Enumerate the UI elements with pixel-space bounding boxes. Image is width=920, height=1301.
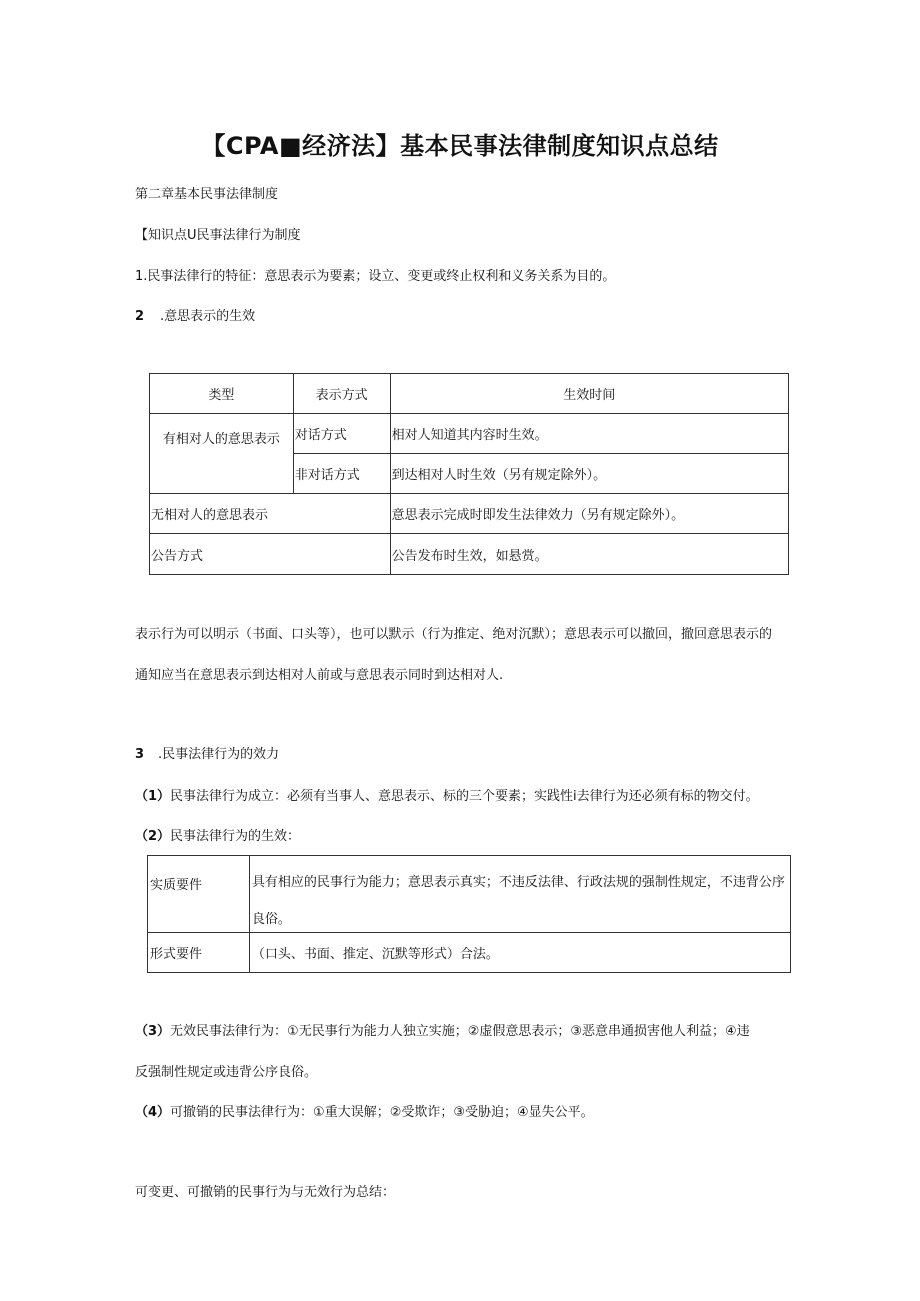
knowledge-point-heading: 【知识点U民事法律行为制度 [135, 228, 301, 243]
table-cell-label: 实质要件 [148, 856, 250, 933]
table-cell-time: 公告发布时生效，如悬赏。 [390, 534, 788, 575]
item-1-text: 民事法律行为成立：必须有当事人、意思表示、标的三个要素；实践性i去律行为还必须有标的物交付。 [170, 789, 759, 804]
table-cell-type: 公告方式 [150, 534, 391, 575]
item-3 [135, 1023, 750, 1041]
table-cell-content: （口头、书面、推定、沉默等形式）合法。 [249, 933, 790, 973]
table-header-way: 表示方式 [293, 374, 390, 414]
item-2 [135, 828, 300, 846]
effect-table [149, 373, 789, 575]
table-cell-line: 良俗。 [251, 912, 291, 927]
validity-table [147, 855, 791, 973]
item-1-number: （1） [135, 789, 171, 804]
point-3-text: .民事法律行为的效力 [158, 747, 280, 762]
point-3 [135, 746, 279, 764]
item-3-number: （3） [135, 1024, 171, 1039]
table-cell-way: 非对话方式 [293, 454, 390, 494]
item-1 [135, 788, 759, 806]
point-1: 1.民事法律行的特征：意思表示为要素；设立、变更或终止权利和义务关系为目的。 [135, 269, 616, 284]
table-cell-time: 相对人知道其内容时生效。 [390, 414, 788, 454]
point-2 [135, 308, 255, 326]
item-4-number: （4） [135, 1105, 171, 1120]
page-title: 【CPA■经济法】基本民事法律制度知识点总结 [201, 132, 719, 160]
table-cell-time: 意思表示完成时即发生法律效力（另有规定除外）。 [390, 494, 788, 534]
point-2-number: 2 [135, 309, 145, 324]
table-header-type: 类型 [150, 374, 294, 414]
item-4-text: 可撤销的民事法律行为：①重大误解；②受欺诈；③受胁迫；④显失公平。 [170, 1105, 594, 1120]
table-cell-type: 无相对人的意思表示 [150, 494, 391, 534]
table-cell-label: 形式要件 [148, 933, 250, 973]
chapter-heading: 第二章基本民事法律制度 [135, 187, 279, 202]
table-cell-time: 到达相对人时生效（另有规定除外）。 [390, 454, 788, 494]
table-cell-way: 对话方式 [293, 414, 390, 454]
table-header-time: 生效时间 [390, 374, 788, 414]
item-4 [135, 1104, 594, 1122]
point-3-number: 3 [135, 747, 145, 762]
item-2-number: （2） [135, 829, 171, 844]
paragraph-line-2: 通知应当在意思表示到达相对人前或与意思表示同时到达相对人. [135, 668, 504, 683]
item-3-continuation: 反强制性规定或违背公序良俗。 [135, 1065, 318, 1080]
table-cell-type: 有相对人的意思表示 [150, 414, 294, 494]
point-2-text: .意思表示的生效 [160, 309, 256, 324]
paragraph-line-1: 表示行为可以明示（书面、口头等），也可以默示（行为推定、绝对沉默）；意思表示可以撤回，撤回意思表示的 [135, 627, 773, 642]
item-3-text: 无效民事法律行为：①无民事行为能力人独立实施；②虚假意思表示；③恶意串通损害他人利益；④违 [170, 1024, 750, 1039]
table-cell-content [249, 856, 790, 933]
item-2-text: 民事法律行为的生效： [170, 829, 301, 844]
table-cell-line: 具有相应的民事行为能力；意思表示真实；不违反法律、行政法规的强制性规定，不违背公序 [251, 875, 785, 890]
summary-heading: 可变更、可撤销的民事行为与无效行为总结： [135, 1185, 396, 1200]
